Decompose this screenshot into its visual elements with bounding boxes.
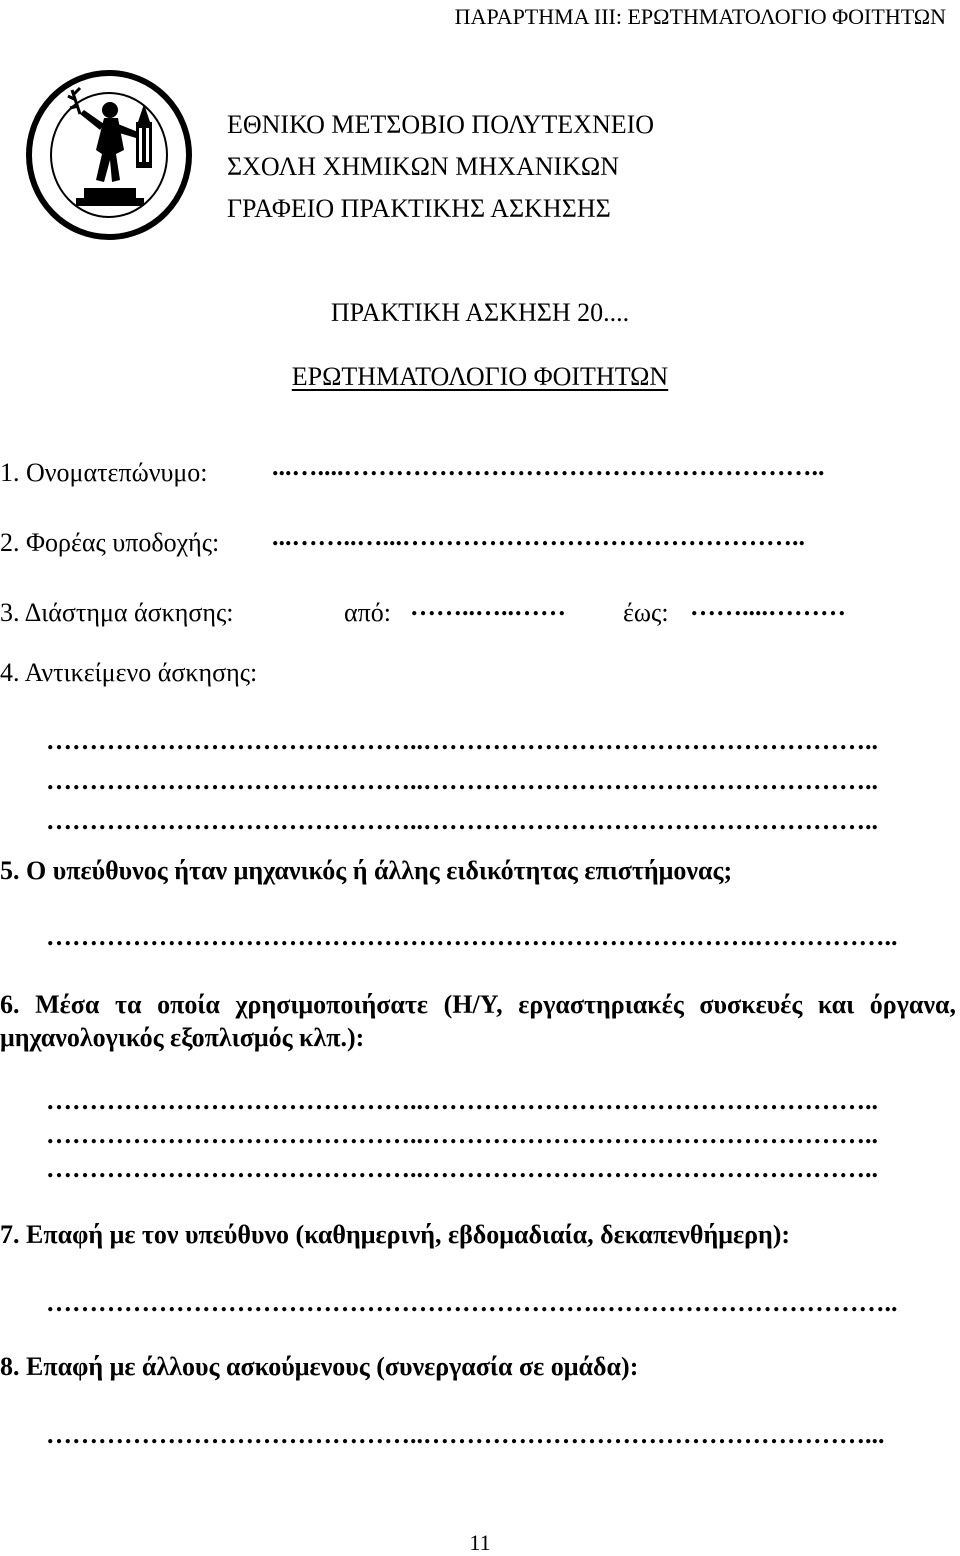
question-6-answer-line[interactable]: ……………………………………..……………………………………………..	[46, 1120, 878, 1149]
question-8-label: 8. Επαφή με άλλους ασκούμενους (συνεργασία σε ομάδα):	[0, 1352, 639, 1381]
question-5-label: 5. Ο υπεύθυνος ήταν μηχανικός ή άλλης ειδικότητας επιστήμονας;	[0, 856, 733, 885]
question-7-answer-line[interactable]: ……………………………………………………….……………………………..	[46, 1288, 898, 1317]
document-subtitle-text: ΕΡΩΤΗΜΑΤΟΛΟΓΙΟ ΦΟΙΤΗΤΩΝ	[291, 362, 669, 391]
question-3-from-answer[interactable]: ……..…..……	[410, 592, 566, 621]
question-4-label: 4. Αντικείμενο άσκησης:	[0, 658, 258, 687]
question-6-answer-line[interactable]: ……………………………………..……………………………………………..	[46, 1086, 878, 1115]
question-2-label: 2. Φορέας υποδοχής:	[0, 528, 220, 557]
question-6-label: 6. Μέσα τα οποία χρησιμοποιήσατε (Η/Υ, εργαστηριακές συσκευές και όργανα, μηχανολογικός εξοπλισμός κλπ.):	[0, 990, 956, 1052]
question-7-label: 7. Επαφή με τον υπεύθυνο (καθημερινή, εβδομαδιαία, δεκαπενθήμερη):	[0, 1220, 791, 1249]
question-8-answer-line[interactable]: ……………………………………..……………………………………………...	[46, 1420, 885, 1449]
question-5-answer-line[interactable]: ……………………………………………………………………….……………..	[46, 922, 898, 951]
school-name: ΣΧΟΛΗ ΧΗΜΙΚΩΝ ΜΗΧΑΝΙΚΩΝ	[227, 152, 620, 181]
question-4-answer-line[interactable]: ……………………………………..……………………………………………..	[46, 726, 878, 755]
university-seal-logo	[26, 70, 192, 240]
question-3-to-label: έως:	[623, 598, 669, 627]
question-1-answer-line[interactable]: ...…....………………………………………………..	[272, 452, 825, 481]
question-2-answer-line[interactable]: ...……..…...………………………………………..	[272, 522, 805, 551]
question-3-from-label: από:	[344, 598, 391, 627]
office-name: ΓΡΑΦΕΙΟ ΠΡΑΚΤΙΚΗΣ ΑΣΚΗΣΗΣ	[227, 194, 611, 223]
question-3-to-answer[interactable]: ……....………	[690, 592, 846, 621]
question-6-answer-line[interactable]: ……………………………………..……………………………………………..	[46, 1154, 878, 1183]
institution-name: ΕΘΝΙΚΟ ΜΕΤΣΟΒΙΟ ΠΟΛΥΤΕΧΝΕΙΟ	[227, 110, 655, 139]
document-title: ΠΡΑΚΤΙΚΗ ΑΣΚΗΣΗ 20....	[330, 298, 630, 327]
question-3-label: 3. Διάστημα άσκησης:	[0, 598, 234, 627]
question-4-answer-line[interactable]: ……………………………………..……………………………………………..	[46, 806, 878, 835]
question-1-label: 1. Ονοματεπώνυμο:	[0, 458, 208, 487]
document-subtitle	[0, 362, 960, 392]
page-number: 11	[469, 1530, 491, 1555]
prometheus-seal-icon	[26, 70, 192, 240]
question-4-answer-line[interactable]: ……………………………………..……………………………………………..	[46, 766, 878, 795]
running-header: ΠΑΡΑΡΤΗΜΑ III: ΕΡΩΤΗΜΑΤΟΛΟΓΙΟ ΦΟΙΤΗΤΩΝ	[454, 4, 946, 29]
